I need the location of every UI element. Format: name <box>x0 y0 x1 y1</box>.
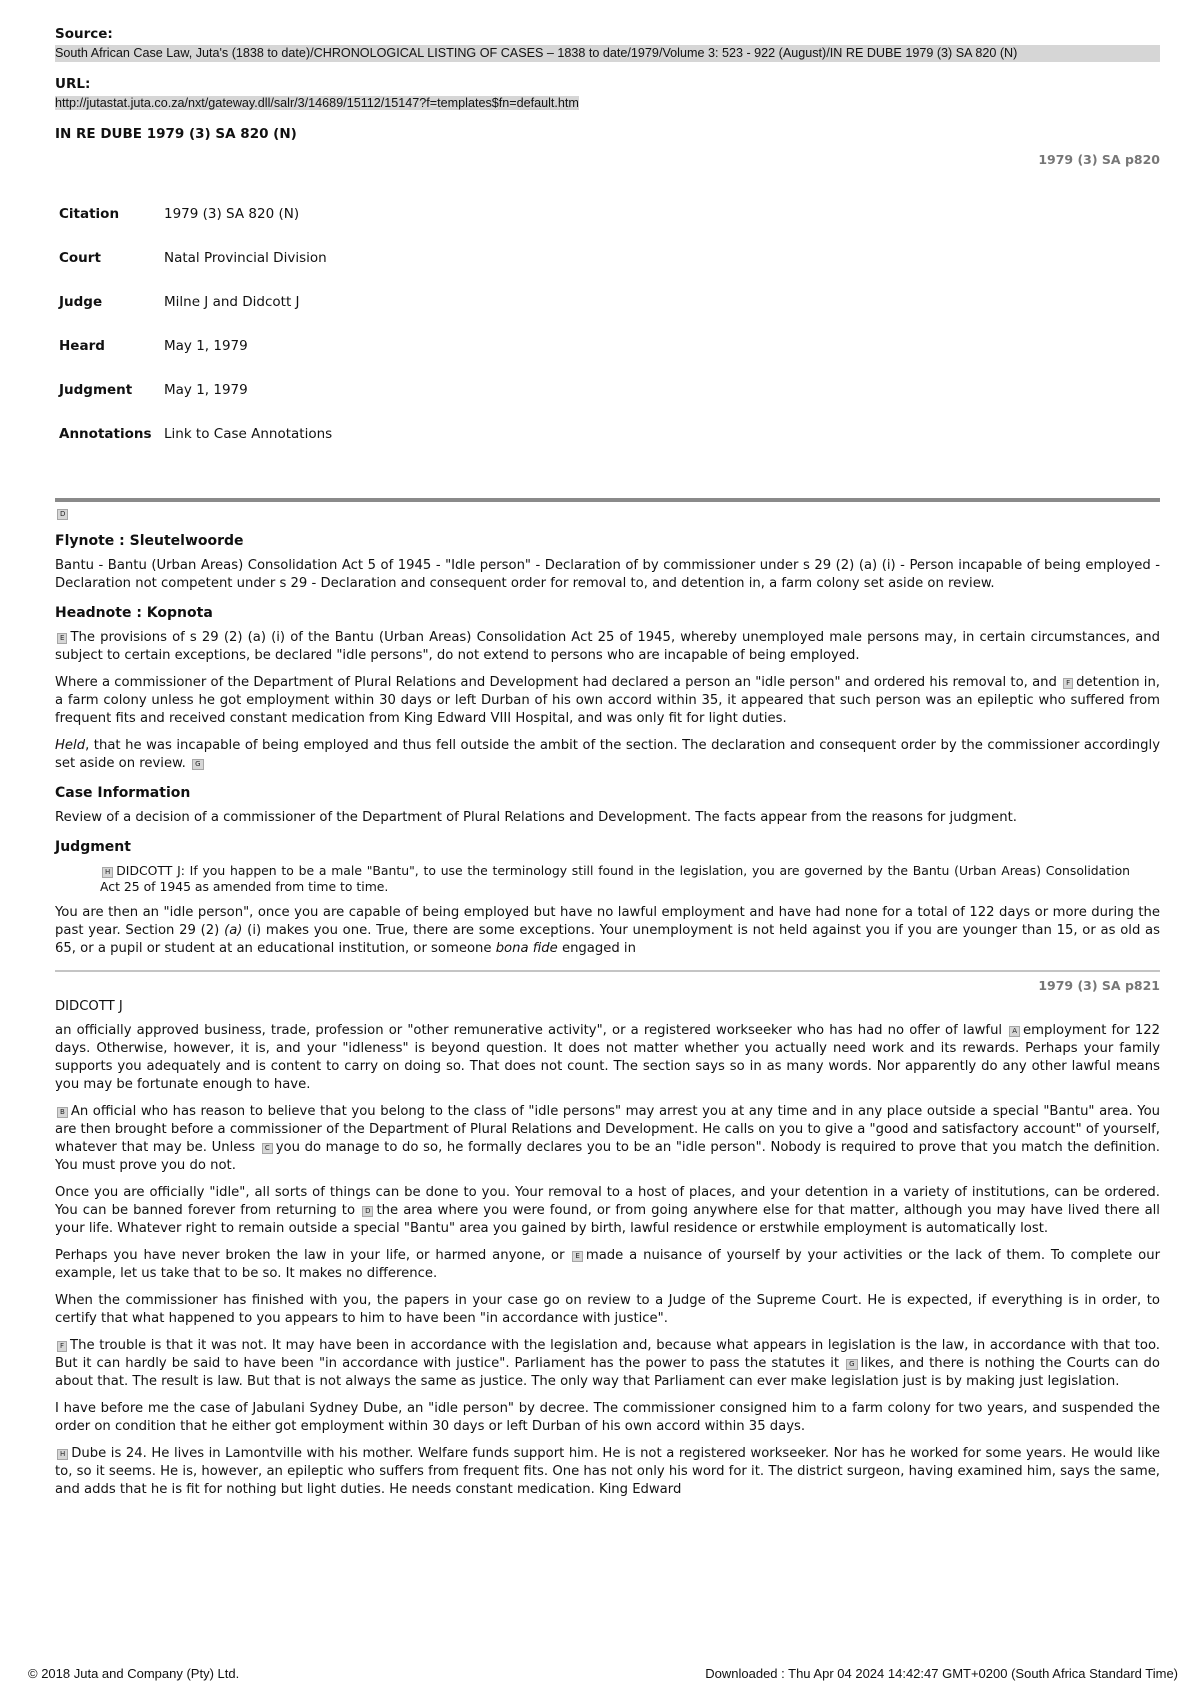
margin-marker: G <box>846 1359 857 1370</box>
margin-marker: G <box>192 759 203 770</box>
meta-value: May 1, 1979 <box>164 382 248 398</box>
margin-marker: E <box>57 633 67 644</box>
meta-row-court <box>59 236 332 280</box>
judgment-paragraph: Perhaps you have never broken the law in your life, or harmed anyone, or E made a nuisance of yourself by your activities or the lack of them. To complete our example, let us take that to be so. It makes no difference. <box>55 1248 1160 1281</box>
case-info-heading: Case Information <box>55 785 191 801</box>
page-ref-820: 1979 (3) SA p820 <box>1038 152 1160 167</box>
headnote-paragraph: E The provisions of s 29 (2) (a) (i) of the Bantu (Urban Areas) Consolidation Act 25 of 1945, whereby unemployed male persons may, in certain circumstances, and subject to certain exceptions, be declared "idle persons", do not extend to persons who are incapable of being employed. <box>55 630 1160 663</box>
meta-key: Citation <box>59 206 120 222</box>
meta-key: Court <box>59 250 101 266</box>
judgment-intro: H DIDCOTT J: If you happen to be a male "Bantu", to use the terminology still found in the legislation, you are governed by the Bantu (Urban Areas) Consolidation Act 25 of 1945 as amended from time to time. <box>100 863 1130 894</box>
judgment-paragraph: Once you are officially "idle", all sorts of things can be done to you. Your removal to a host of places, and your detention in a variety of institutions, can be ordered. You can be banned forever from returning to D the area where you were found, or from going anywhere else for that matter, although you may have lived there all your life. Whatever right to remain outside a special "Bantu" area you gained by birth, lawful residence or erstwhile employment is automatically lost. <box>55 1185 1160 1236</box>
page-ref-821: 1979 (3) SA p821 <box>1038 978 1160 993</box>
flynote-heading: Flynote : Sleutelwoorde <box>55 533 244 549</box>
copyright-text: © 2018 Juta and Company (Pty) Ltd. <box>28 1666 240 1681</box>
meta-key: Annotations <box>59 426 152 442</box>
url-label: URL: <box>55 76 91 92</box>
meta-key: Heard <box>59 338 105 354</box>
margin-marker: D <box>362 1206 373 1217</box>
meta-value: Milne J and Didcott J <box>164 294 300 310</box>
headnote-heading: Headnote : Kopnota <box>55 605 213 621</box>
margin-marker: B <box>57 1107 68 1118</box>
url-link[interactable]: http://jutastat.juta.co.za/nxt/gateway.dll/salr/3/14689/15112/15147?f=templates$fn=default.htm <box>55 96 579 110</box>
meta-row-judge <box>59 280 332 324</box>
headnote-paragraph: Where a commissioner of the Department of Plural Relations and Development had declared a person an "idle person" and ordered his removal to, and F detention in, a farm colony unless he got employment within 30 days or left Durban of his own accord within 35, it appeared that such person was an epileptic who suffered from frequent fits and received constant medication from King Edward VIII Hospital, and was only fit for light duties. <box>55 675 1160 726</box>
margin-marker: D <box>57 509 68 520</box>
download-timestamp: Downloaded : Thu Apr 04 2024 14:42:47 GMT+0200 (South Africa Standard Time) <box>705 1666 1178 1681</box>
margin-marker: H <box>57 1449 68 1460</box>
case-title: IN RE DUBE 1979 (3) SA 820 (N) <box>55 126 297 142</box>
case-info-text: Review of a decision of a commissioner of the Department of Plural Relations and Development. The facts appear from the reasons for judgment. <box>55 810 1017 825</box>
judgment-heading: Judgment <box>55 839 131 855</box>
judgment-paragraph: B An official who has reason to believe that you belong to the class of "idle persons" may arrest you at any time and in any place outside a special "Bantu" area. You are then brought before a commissioner of the Department of Plural Relations and Development. He calls on you to give a "good and satisfactory account" of yourself, whatever that may be. Unless C you do manage to do so, he formally declares you to be an "idle person". Nobody is required to prove that you match the definition. You must prove you do not. <box>55 1104 1160 1173</box>
judgment-paragraph: When the commissioner has finished with you, the papers in your case go on review to a Judge of the Supreme Court. He is expected, if everything is in order, to certify that what happened to you appears to him to have been "in accordance with justice". <box>55 1293 1160 1326</box>
meta-row-judgment <box>59 368 332 412</box>
margin-marker: F <box>57 1341 67 1352</box>
url-block <box>55 76 1160 112</box>
source-text[interactable]: South African Case Law, Juta's (1838 to date)/CHRONOLOGICAL LISTING OF CASES – 1838 to date/1979/Volume 3: 523 - 922 (August)/IN RE DUBE 1979 (3) SA 820 (N) <box>55 45 1160 62</box>
annotations-link[interactable]: Link to Case Annotations <box>164 426 333 442</box>
meta-value: May 1, 1979 <box>164 338 248 354</box>
judgment-paragraph: You are then an "idle person", once you are capable of being employed but have no lawful employment and have had none for a total of 122 days or more during the past year. Section 29 (2) (a) (i) makes you one. True, there are some exceptions. Your unemployment is not held against you if you are younger than 15, or as old as 65, or a pupil or student at an educational institution, or someone bona fide engaged in <box>55 905 1161 956</box>
margin-marker: H <box>102 867 113 878</box>
margin-marker: C <box>262 1143 273 1154</box>
meta-row-heard <box>59 324 332 368</box>
meta-value: Natal Provincial Division <box>164 250 327 266</box>
judgment-paragraph: H Dube is 24. He lives in Lamontville with his mother. Welfare funds support him. He is not a registered workseeker. Nor has he worked for some years. He would like to, so it seems. He is, however, an epileptic who suffers from frequent fits. One has not only his word for it. The district surgeon, having examined him, says the same, and adds that he is fit for nothing but light duties. He needs constant medication. King Edward <box>55 1446 1160 1497</box>
meta-row-annotations <box>59 412 332 456</box>
judgment-paragraph: an officially approved business, trade, profession or "other remunerative activity", or a registered workseeker who has had no offer of lawful A employment for 122 days. Otherwise, however, it is, and your "idleness" is beyond question. It does not matter whether you actually need work and its rewards. Perhaps your family supports you adequately and is content to carry on doing so. That does not count. The section says so in as many words. Nor apparently do any other lawful means you may be fortunate enough to have. <box>55 1023 1160 1092</box>
flynote-text: Bantu - Bantu (Urban Areas) Consolidation Act 5 of 1945 - "Idle person" - Declaration of by commissioner under s 29 (2) (a) (i) - Person incapable of being employed - Declaration not competent under s 29 - Declaration and consequent order for removal to, and detention in, a farm colony set aside on review. <box>55 558 1160 591</box>
page-divider <box>55 970 1160 972</box>
meta-key: Judge <box>59 294 103 310</box>
meta-key: Judgment <box>59 382 133 398</box>
meta-value: 1979 (3) SA 820 (N) <box>164 206 300 222</box>
section-divider <box>55 498 1160 502</box>
meta-row-citation <box>59 192 332 236</box>
source-label: Source: <box>55 26 113 42</box>
page-footer <box>28 1666 1178 1681</box>
margin-marker: E <box>572 1251 582 1262</box>
margin-marker: F <box>1063 678 1073 689</box>
margin-marker: A <box>1009 1026 1020 1037</box>
case-meta-table <box>59 192 332 456</box>
document-page <box>55 26 1160 1508</box>
judgment-paragraph: I have before me the case of Jabulani Sydney Dube, an "idle person" by decree. The commissioner consigned him to a farm colony for two years, and suspended the order on condition that he either got employment within 30 days or left Durban of his own accord within 35 days. <box>55 1401 1160 1434</box>
running-header-judge: DIDCOTT J <box>55 999 123 1014</box>
headnote-paragraph: Held, that he was incapable of being employed and thus fell outside the ambit of the section. The declaration and consequent order by the commissioner accordingly set aside on review. G <box>55 738 1160 771</box>
judgment-paragraph: F The trouble is that it was not. It may have been in accordance with the legislation and, because what appears in legislation is the law, in accordance with that too. But it can hardly be said to have been "in accordance with justice". Parliament has the power to pass the statutes it G likes, and there is nothing the Courts can do about that. The result is law. But that is not always the same as justice. The only way that Parliament can ever make legislation just is by making just legislation. <box>55 1338 1160 1389</box>
source-block <box>55 26 1160 62</box>
